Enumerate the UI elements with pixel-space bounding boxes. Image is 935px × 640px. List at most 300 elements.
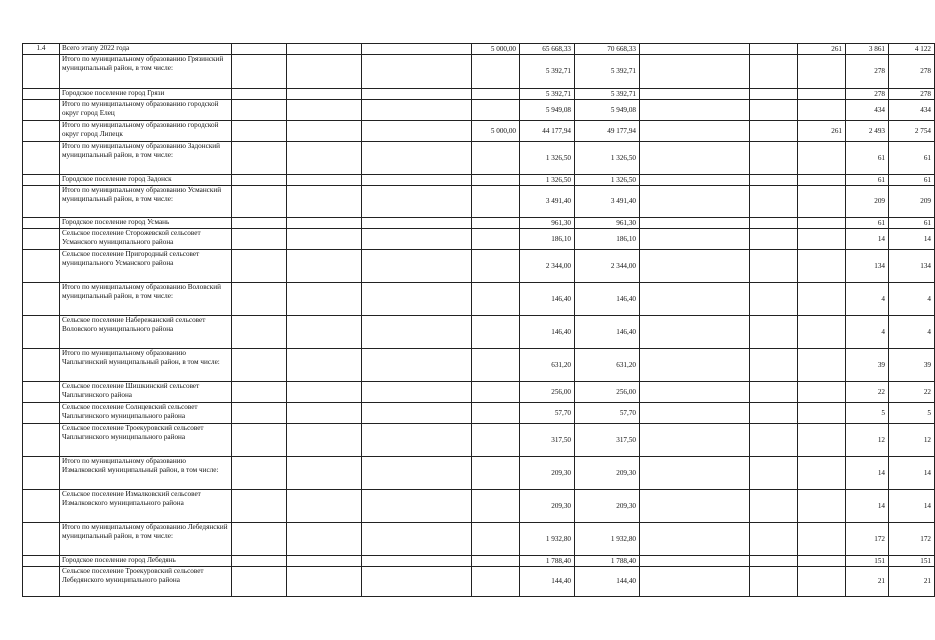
empty-cell [362, 556, 472, 567]
empty-cell [232, 186, 287, 218]
cell-value-6: 144,40 [520, 567, 575, 597]
empty-cell [362, 55, 472, 89]
empty-cell [362, 490, 472, 523]
table-row [23, 250, 935, 283]
cell-value-11: 12 [846, 424, 889, 457]
cell-value-5 [472, 457, 520, 490]
cell-value-12: 14 [889, 457, 935, 490]
cell-value-7: 1 788,40 [575, 556, 640, 567]
row-name: Итого по муниципальному образованию Грязинский муниципальный район, в том числе: [60, 55, 232, 89]
empty-cell [362, 89, 472, 100]
row-name: Сельское поселение Троекуровский сельсовет Чаплыгинского муниципального района [60, 424, 232, 457]
row-index [23, 283, 60, 316]
cell-value-6: 146,40 [520, 283, 575, 316]
row-name: Итого по муниципальному образованию городской округ город Елец [60, 100, 232, 121]
cell-value-5 [472, 218, 520, 229]
cell-value-12: 14 [889, 490, 935, 523]
cell-value-12: 434 [889, 100, 935, 121]
empty-cell [362, 100, 472, 121]
empty-cell [232, 556, 287, 567]
cell-value-5 [472, 490, 520, 523]
cell-value-7: 1 326,50 [575, 142, 640, 175]
cell-value-12: 209 [889, 186, 935, 218]
empty-cell [750, 89, 798, 100]
row-name: Сельское поселение Набережанский сельсовет Воловского муниципального района [60, 316, 232, 349]
row-name: Итого по муниципальному образованию городской округ город Липецк [60, 121, 232, 142]
empty-cell [232, 403, 287, 424]
empty-cell [287, 457, 362, 490]
empty-cell [232, 142, 287, 175]
cell-value-7: 317,50 [575, 424, 640, 457]
cell-value-6: 1 788,40 [520, 556, 575, 567]
empty-cell [287, 283, 362, 316]
cell-value-10 [798, 349, 846, 382]
cell-value-5: 5 000,00 [472, 121, 520, 142]
cell-value-11: 61 [846, 142, 889, 175]
cell-value-6: 186,10 [520, 229, 575, 250]
cell-value-11: 14 [846, 229, 889, 250]
empty-cell [287, 250, 362, 283]
cell-value-5 [472, 567, 520, 597]
empty-cell [640, 556, 750, 567]
cell-value-6: 1 326,50 [520, 142, 575, 175]
empty-cell [287, 523, 362, 556]
budget-table [22, 43, 935, 597]
cell-value-6: 5 392,71 [520, 89, 575, 100]
empty-cell [640, 457, 750, 490]
row-index [23, 556, 60, 567]
empty-cell [750, 556, 798, 567]
empty-cell [640, 44, 750, 55]
cell-value-7: 49 177,94 [575, 121, 640, 142]
cell-value-12: 39 [889, 349, 935, 382]
cell-value-11: 434 [846, 100, 889, 121]
cell-value-11: 2 493 [846, 121, 889, 142]
table-row [23, 457, 935, 490]
table-row [23, 229, 935, 250]
cell-value-10 [798, 567, 846, 597]
empty-cell [287, 89, 362, 100]
empty-cell [232, 121, 287, 142]
cell-value-11: 134 [846, 250, 889, 283]
cell-value-7: 631,20 [575, 349, 640, 382]
cell-value-11: 278 [846, 89, 889, 100]
row-index [23, 229, 60, 250]
empty-cell [232, 250, 287, 283]
cell-value-6: 631,20 [520, 349, 575, 382]
cell-value-7: 209,30 [575, 490, 640, 523]
cell-value-10 [798, 218, 846, 229]
cell-value-10 [798, 229, 846, 250]
empty-cell [362, 44, 472, 55]
empty-cell [640, 229, 750, 250]
cell-value-5 [472, 424, 520, 457]
row-name: Итого по муниципальному образованию Измалковский муниципальный район, в том числе: [60, 457, 232, 490]
cell-value-5 [472, 89, 520, 100]
table-row [23, 142, 935, 175]
cell-value-6: 57,70 [520, 403, 575, 424]
table-row [23, 382, 935, 403]
cell-value-7: 186,10 [575, 229, 640, 250]
cell-value-6: 5 949,08 [520, 100, 575, 121]
empty-cell [362, 567, 472, 597]
row-name: Сельское поселение Пригородный сельсовет муниципального Усманского района [60, 250, 232, 283]
empty-cell [362, 382, 472, 403]
empty-cell [287, 142, 362, 175]
empty-cell [750, 229, 798, 250]
empty-cell [750, 316, 798, 349]
empty-cell [640, 218, 750, 229]
cell-value-5 [472, 229, 520, 250]
empty-cell [362, 175, 472, 186]
cell-value-7: 57,70 [575, 403, 640, 424]
empty-cell [362, 283, 472, 316]
empty-cell [750, 142, 798, 175]
empty-cell [750, 523, 798, 556]
cell-value-11: 172 [846, 523, 889, 556]
cell-value-6: 5 392,71 [520, 55, 575, 89]
empty-cell [640, 142, 750, 175]
cell-value-12: 21 [889, 567, 935, 597]
cell-value-12: 61 [889, 142, 935, 175]
cell-value-7: 5 392,71 [575, 89, 640, 100]
table-row [23, 89, 935, 100]
row-index [23, 349, 60, 382]
cell-value-11: 14 [846, 490, 889, 523]
cell-value-6: 65 668,33 [520, 44, 575, 55]
row-index [23, 424, 60, 457]
row-name: Городское поселение город Грязи [60, 89, 232, 100]
cell-value-5: 5 000,00 [472, 44, 520, 55]
empty-cell [232, 283, 287, 316]
cell-value-7: 5 949,08 [575, 100, 640, 121]
cell-value-12: 172 [889, 523, 935, 556]
empty-cell [232, 382, 287, 403]
cell-value-5 [472, 100, 520, 121]
row-index [23, 100, 60, 121]
cell-value-10: 261 [798, 44, 846, 55]
cell-value-7: 209,30 [575, 457, 640, 490]
cell-value-11: 14 [846, 457, 889, 490]
cell-value-12: 14 [889, 229, 935, 250]
cell-value-11: 61 [846, 175, 889, 186]
cell-value-11: 21 [846, 567, 889, 597]
empty-cell [750, 424, 798, 457]
table-row [23, 556, 935, 567]
row-name: Сельское поселение Шишкинский сельсовет Чаплыгинского района [60, 382, 232, 403]
table-row [23, 567, 935, 597]
table-row [23, 424, 935, 457]
row-name: Городское поселение город Лебедянь [60, 556, 232, 567]
empty-cell [232, 316, 287, 349]
row-name: Городское поселение город Усмань [60, 218, 232, 229]
row-index [23, 89, 60, 100]
empty-cell [362, 250, 472, 283]
document-page [22, 43, 935, 597]
table-row [23, 403, 935, 424]
cell-value-6: 317,50 [520, 424, 575, 457]
cell-value-10 [798, 250, 846, 283]
empty-cell [750, 55, 798, 89]
cell-value-12: 5 [889, 403, 935, 424]
row-index [23, 403, 60, 424]
table-body [23, 44, 935, 597]
cell-value-10 [798, 556, 846, 567]
cell-value-12: 2 754 [889, 121, 935, 142]
cell-value-10 [798, 142, 846, 175]
table-row [23, 523, 935, 556]
cell-value-5 [472, 142, 520, 175]
cell-value-10 [798, 382, 846, 403]
empty-cell [640, 121, 750, 142]
empty-cell [640, 100, 750, 121]
cell-value-10 [798, 490, 846, 523]
row-index [23, 142, 60, 175]
empty-cell [362, 121, 472, 142]
empty-cell [287, 218, 362, 229]
row-name: Всего этапу 2022 года [60, 44, 232, 55]
cell-value-5 [472, 55, 520, 89]
cell-value-6: 44 177,94 [520, 121, 575, 142]
row-index [23, 382, 60, 403]
cell-value-12: 151 [889, 556, 935, 567]
empty-cell [750, 250, 798, 283]
empty-cell [362, 316, 472, 349]
empty-cell [232, 457, 287, 490]
empty-cell [750, 283, 798, 316]
cell-value-12: 22 [889, 382, 935, 403]
cell-value-5 [472, 316, 520, 349]
empty-cell [640, 424, 750, 457]
cell-value-7: 5 392,71 [575, 55, 640, 89]
empty-cell [362, 349, 472, 382]
cell-value-10 [798, 55, 846, 89]
table-row [23, 186, 935, 218]
row-index [23, 490, 60, 523]
empty-cell [287, 55, 362, 89]
empty-cell [232, 175, 287, 186]
cell-value-11: 22 [846, 382, 889, 403]
table-row [23, 121, 935, 142]
row-index: 1.4 [23, 44, 60, 55]
empty-cell [750, 100, 798, 121]
cell-value-6: 961,30 [520, 218, 575, 229]
empty-cell [640, 186, 750, 218]
row-index [23, 121, 60, 142]
row-index [23, 250, 60, 283]
cell-value-11: 209 [846, 186, 889, 218]
empty-cell [232, 89, 287, 100]
cell-value-7: 146,40 [575, 316, 640, 349]
cell-value-10 [798, 403, 846, 424]
cell-value-12: 12 [889, 424, 935, 457]
row-name: Итого по муниципальному образованию Усманский муниципальный район, в том числе: [60, 186, 232, 218]
cell-value-6: 1 326,50 [520, 175, 575, 186]
empty-cell [287, 229, 362, 250]
cell-value-11: 4 [846, 316, 889, 349]
empty-cell [640, 490, 750, 523]
empty-cell [232, 44, 287, 55]
cell-value-12: 4 122 [889, 44, 935, 55]
cell-value-7: 146,40 [575, 283, 640, 316]
empty-cell [287, 175, 362, 186]
table-row [23, 100, 935, 121]
row-index [23, 55, 60, 89]
cell-value-7: 1 932,80 [575, 523, 640, 556]
empty-cell [640, 403, 750, 424]
row-index [23, 175, 60, 186]
row-name: Сельское поселение Солнцевский сельсовет Чаплыгинского муниципального района [60, 403, 232, 424]
empty-cell [362, 424, 472, 457]
empty-cell [362, 218, 472, 229]
cell-value-11: 5 [846, 403, 889, 424]
empty-cell [287, 424, 362, 457]
row-index [23, 523, 60, 556]
cell-value-12: 4 [889, 316, 935, 349]
table-row [23, 44, 935, 55]
empty-cell [750, 349, 798, 382]
cell-value-5 [472, 283, 520, 316]
empty-cell [750, 186, 798, 218]
cell-value-10 [798, 186, 846, 218]
cell-value-7: 256,00 [575, 382, 640, 403]
cell-value-12: 4 [889, 283, 935, 316]
cell-value-12: 278 [889, 55, 935, 89]
empty-cell [232, 100, 287, 121]
empty-cell [640, 250, 750, 283]
empty-cell [287, 382, 362, 403]
row-name: Итого по муниципальному образованию Задонский муниципальный район, в том числе: [60, 142, 232, 175]
empty-cell [362, 229, 472, 250]
empty-cell [640, 89, 750, 100]
empty-cell [287, 121, 362, 142]
empty-cell [750, 490, 798, 523]
row-index [23, 316, 60, 349]
cell-value-11: 39 [846, 349, 889, 382]
row-name: Итого по муниципальному образованию Лебедянский муниципальный район, в том числе: [60, 523, 232, 556]
empty-cell [287, 316, 362, 349]
row-index [23, 457, 60, 490]
cell-value-10 [798, 283, 846, 316]
cell-value-10: 261 [798, 121, 846, 142]
empty-cell [287, 44, 362, 55]
cell-value-7: 3 491,40 [575, 186, 640, 218]
empty-cell [750, 44, 798, 55]
cell-value-12: 278 [889, 89, 935, 100]
table-row [23, 349, 935, 382]
cell-value-6: 3 491,40 [520, 186, 575, 218]
row-name: Городское поселение город Задонск [60, 175, 232, 186]
row-name: Сельское поселение Сторожевской сельсовет Усманского муниципального района [60, 229, 232, 250]
row-index [23, 567, 60, 597]
row-name: Сельское поселение Измалковский сельсовет Измалковского муниципального района [60, 490, 232, 523]
empty-cell [640, 283, 750, 316]
cell-value-11: 4 [846, 283, 889, 316]
cell-value-12: 134 [889, 250, 935, 283]
cell-value-6: 209,30 [520, 457, 575, 490]
cell-value-12: 61 [889, 175, 935, 186]
cell-value-10 [798, 523, 846, 556]
empty-cell [750, 218, 798, 229]
empty-cell [362, 403, 472, 424]
cell-value-11: 151 [846, 556, 889, 567]
cell-value-6: 1 932,80 [520, 523, 575, 556]
cell-value-12: 61 [889, 218, 935, 229]
cell-value-11: 278 [846, 55, 889, 89]
empty-cell [232, 349, 287, 382]
empty-cell [287, 100, 362, 121]
empty-cell [232, 229, 287, 250]
empty-cell [232, 55, 287, 89]
empty-cell [362, 186, 472, 218]
table-row [23, 55, 935, 89]
cell-value-7: 1 326,50 [575, 175, 640, 186]
empty-cell [232, 490, 287, 523]
empty-cell [640, 55, 750, 89]
cell-value-5 [472, 556, 520, 567]
empty-cell [232, 424, 287, 457]
row-name: Итого по муниципальному образованию Чаплыгинский муниципальный район, в том числе: [60, 349, 232, 382]
cell-value-6: 209,30 [520, 490, 575, 523]
cell-value-5 [472, 250, 520, 283]
cell-value-7: 2 344,00 [575, 250, 640, 283]
empty-cell [362, 457, 472, 490]
empty-cell [362, 142, 472, 175]
empty-cell [232, 218, 287, 229]
cell-value-10 [798, 89, 846, 100]
cell-value-7: 70 668,33 [575, 44, 640, 55]
table-row [23, 218, 935, 229]
cell-value-7: 961,30 [575, 218, 640, 229]
empty-cell [750, 457, 798, 490]
row-index [23, 186, 60, 218]
empty-cell [287, 186, 362, 218]
row-index [23, 218, 60, 229]
table-row [23, 175, 935, 186]
cell-value-5 [472, 175, 520, 186]
empty-cell [750, 382, 798, 403]
empty-cell [232, 567, 287, 597]
cell-value-10 [798, 316, 846, 349]
cell-value-10 [798, 175, 846, 186]
empty-cell [287, 349, 362, 382]
table-row [23, 316, 935, 349]
empty-cell [362, 523, 472, 556]
cell-value-5 [472, 403, 520, 424]
empty-cell [287, 403, 362, 424]
empty-cell [287, 490, 362, 523]
empty-cell [640, 316, 750, 349]
empty-cell [640, 382, 750, 403]
cell-value-6: 146,40 [520, 316, 575, 349]
empty-cell [750, 175, 798, 186]
cell-value-10 [798, 424, 846, 457]
cell-value-7: 144,40 [575, 567, 640, 597]
cell-value-6: 256,00 [520, 382, 575, 403]
table-row [23, 490, 935, 523]
cell-value-11: 61 [846, 218, 889, 229]
cell-value-6: 2 344,00 [520, 250, 575, 283]
cell-value-5 [472, 523, 520, 556]
table-row [23, 283, 935, 316]
empty-cell [750, 121, 798, 142]
empty-cell [640, 175, 750, 186]
row-name: Итого по муниципальному образованию Воловский муниципальный район, в том числе: [60, 283, 232, 316]
empty-cell [640, 349, 750, 382]
cell-value-10 [798, 457, 846, 490]
empty-cell [232, 523, 287, 556]
row-name: Сельское поселение Троекуровский сельсовет Лебедянского муниципального района [60, 567, 232, 597]
